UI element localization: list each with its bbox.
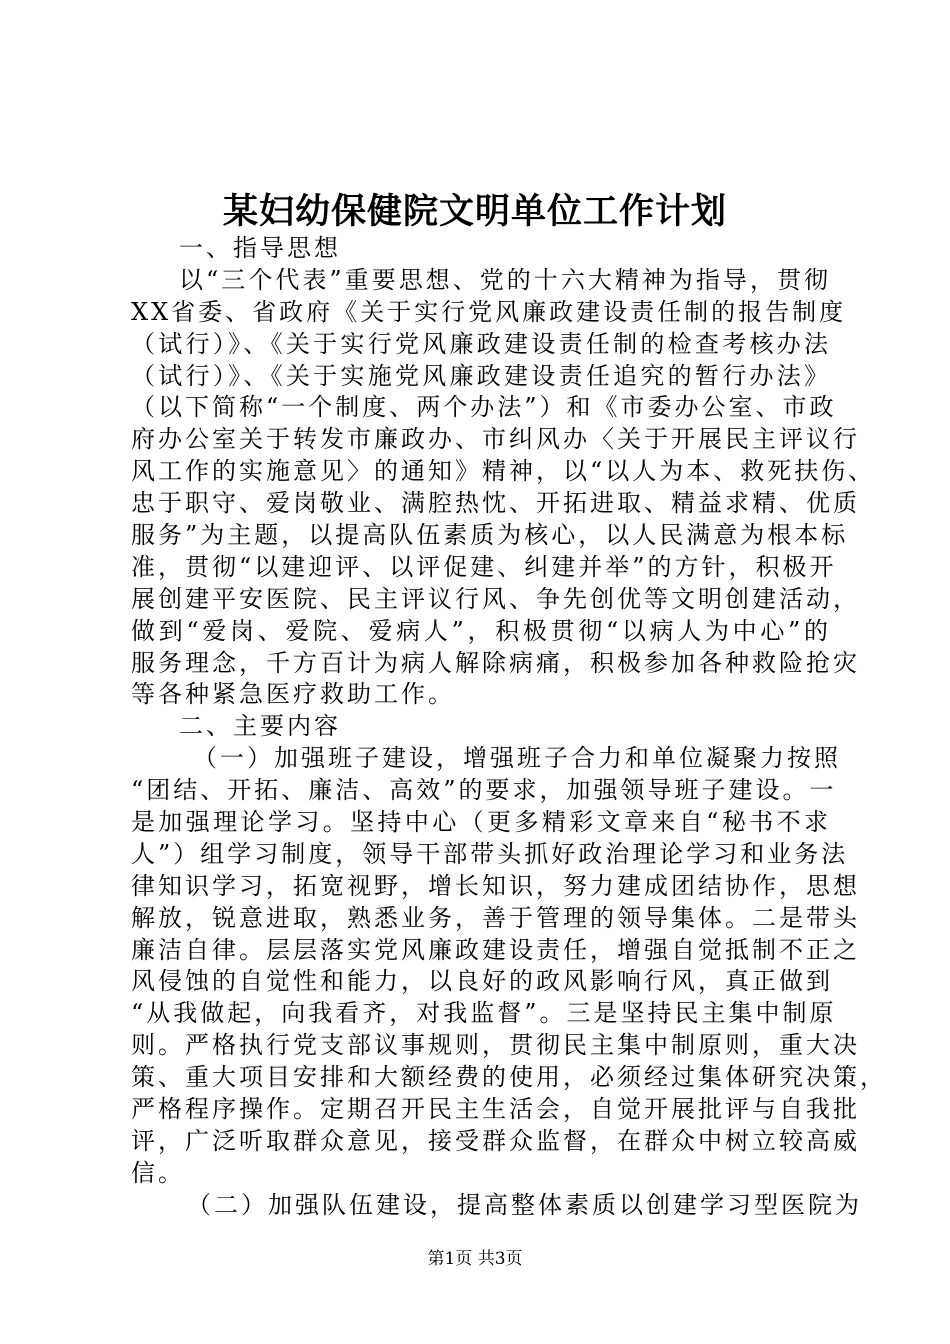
paragraph-line: 严格程序操作。定期召开民主生活会，自觉开展批评与自我批 (131, 1095, 860, 1124)
paragraph-line: 解放，锐意进取，熟悉业务，善于管理的领导集体。二是带头 (131, 903, 860, 932)
paragraph-line: 廉洁自律。层层落实党风廉政建设责任，增强自觉抵制不正之 (131, 935, 860, 964)
paragraph-line: （试行）》、《关于实施党风廉政建设责任追究的暂行办法》 (131, 361, 831, 390)
paragraph-line: XX省委、省政府《关于实行党风廉政建设责任制的报告制度 (131, 297, 847, 326)
paragraph-line: 策、重大项目安排和大额经费的使用，必须经过集体研究决策， (131, 1063, 887, 1092)
paragraph-line: （试行）》、《关于实行党风廉政建设责任制的检查考核办法 (131, 329, 831, 358)
paragraph-line: 人”）组学习制度，领导干部带头抓好政治理论学习和业务法 (131, 839, 849, 868)
paragraph-line: 等各种紧急医疗救助工作。 (131, 680, 455, 709)
section-heading: 一、指导思想 (179, 234, 341, 262)
section-heading: 二、主要内容 (179, 712, 341, 741)
paragraph-line: 府办公室关于转发市廉政办、市纠风办〈关于开展民主评议行 (131, 425, 860, 454)
paragraph-line: “团结、开拓、廉洁、高效”的要求，加强领导班子建设。一 (131, 776, 837, 805)
paragraph-line: “从我做起，向我看齐，对我监督”。三是坚持民主集中制原 (131, 999, 837, 1028)
page-number: 第1页 共3页 (427, 1249, 523, 1269)
paragraph-line: 准，贯彻“以建迎评、以评促建、纠建并举”的方针，积极开 (131, 552, 837, 581)
document-title: 某妇幼保健院文明单位工作计划 (222, 191, 727, 232)
paragraph-line: （二）加强队伍建设，提高整体素质以创建学习型医院为 (187, 1190, 862, 1219)
paragraph-line: 风工作的实施意见〉的通知》精神，以“以人为本、救死扶伤、 (131, 457, 876, 486)
document-body (131, 233, 887, 1222)
paragraph-line: 律知识学习，拓宽视野，增长知识，努力建成团结协作，思想 (131, 871, 860, 900)
paragraph-line: 服务理念，千方百计为病人解除病痛，积极参加各种救险抢灾 (131, 648, 860, 677)
paragraph-line: 忠于职守、爱岗敬业、满腔热忱、开拓进取、精益求精、优质 (131, 489, 860, 518)
paragraph-line: 则。严格执行党支部议事规则，贯彻民主集中制原则，重大决 (131, 1031, 860, 1060)
paragraph-line: 评，广泛听取群众意见，接受群众监督，在群众中树立较高威 (131, 1126, 860, 1155)
paragraph-line: 以“三个代表”重要思想、党的十六大精神为指导，贯彻 (179, 265, 831, 294)
paragraph-line: 风侵蚀的自觉性和能力，以良好的政风影响行风，真正做到 (131, 967, 833, 996)
paragraph-line: 做到“爱岗、爱院、爱病人”，积极贯彻“以病人为中心”的 (131, 616, 831, 645)
paragraph-line: 信。 (131, 1158, 185, 1187)
paragraph-line: 是加强理论学习。坚持中心（更多精彩文章来自“秘书不求 (131, 808, 831, 837)
paragraph-line: （以下简称“一个制度、两个办法”）和《市委办公室、市政 (131, 393, 837, 422)
paragraph-line: 服务”为主题，以提高队伍素质为核心，以人民满意为根本标 (131, 521, 849, 550)
paragraph-line: 展创建平安医院、民主评议行风、争先创优等文明创建活动， (131, 584, 860, 613)
paragraph-line: （一）加强班子建设，增强班子合力和单位凝聚力按照 (193, 744, 841, 773)
